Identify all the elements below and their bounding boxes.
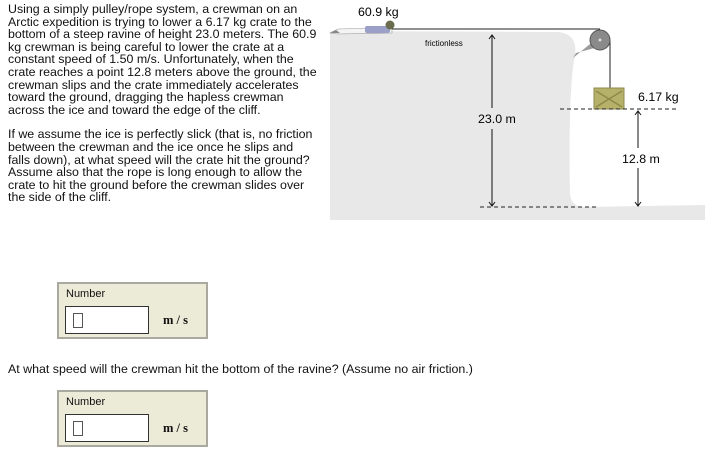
problem-paragraph-1: Using a simply pulley/rope system, a crewman on an Arctic expedition is trying to lower a 6.17 kg crate to the bottom of a steep ravine of height 23.0 meters. The 60.9 kg crewman is being careful to lower the crate at a constant speed of 1.50 m/s. Unfortunately, when the crate reaches a point 12.8 meters above the ground, the crewman slips and the crate immediately accelerates toward the ground, dragging the hapless crewman across the ice and toward the edge of the cliff. [8,2,317,117]
answer-box-2 [57,390,208,447]
cliff-height-label: 23.0 m [478,112,516,126]
question-2: At what speed will the crewman hit the bottom of the ravine? (Assume no air friction.) [8,362,473,376]
answer-2-cursor [73,421,83,436]
answer-1-cursor [73,313,83,328]
problem-text [8,3,318,216]
cliff [330,31,705,220]
answer-2-label: Number [66,396,106,408]
frictionless-label: frictionless [425,39,463,48]
answer-1-unit: m / s [163,313,188,327]
answer-2-unit: m / s [163,421,188,435]
answer-box-1 [57,282,208,339]
answer-1-input[interactable] [65,306,149,334]
crewman-mass-label: 60.9 kg [358,5,399,19]
answer-2-input[interactable] [65,414,149,442]
problem-paragraph-2: If we assume the ice is perfectly slick (that is, no friction between the crewman and the ice once he slips and falls down), at what speed will the crate hit the ground? Assume also that the rope is long enough to allow the crate to hit the ground before the crewman slides over the side of the cliff. [8,127,313,205]
crate-height-label: 12.8 m [622,152,660,166]
crewman-figure [330,21,395,35]
answer-1-label: Number [66,288,106,300]
pulley-diagram [320,0,708,225]
crate-icon [594,88,624,109]
crate-mass-label: 6.17 kg [638,90,679,104]
